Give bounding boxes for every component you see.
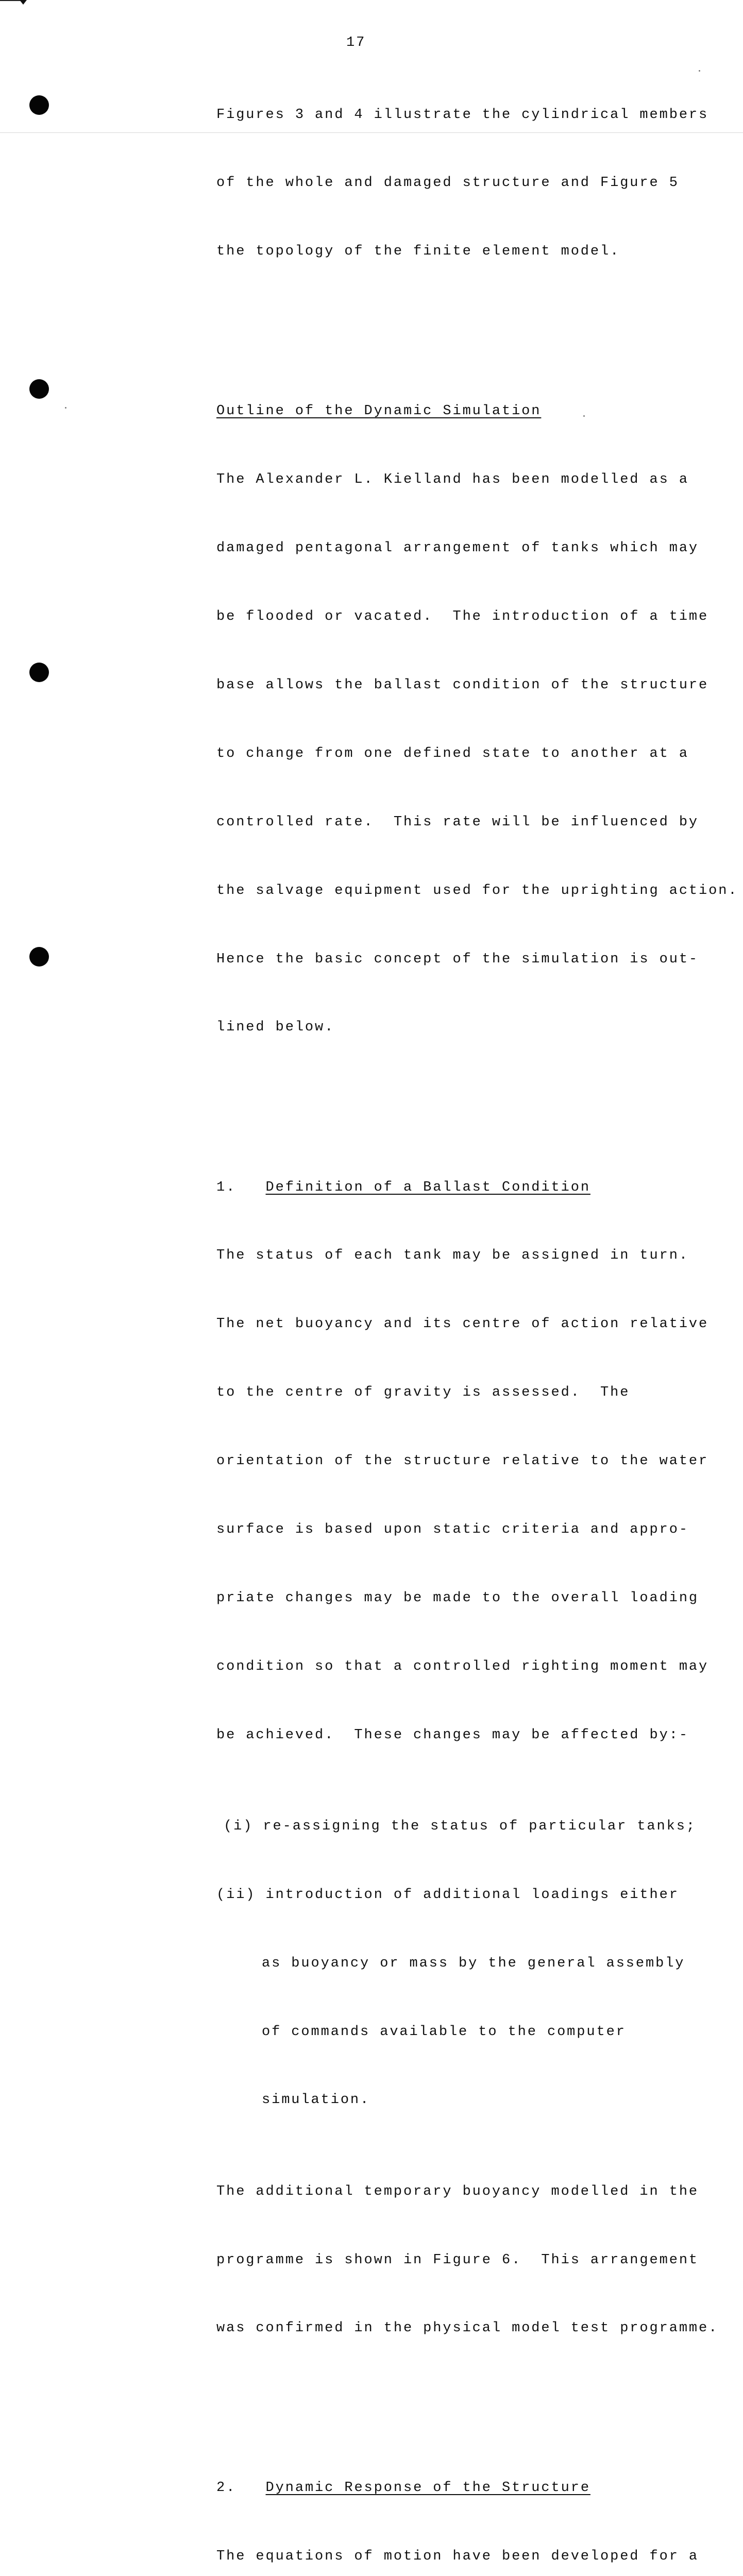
text-line: condition so that a controlled righting moment may bbox=[216, 1658, 709, 1674]
list-item-continuation: of commands available to the computer bbox=[262, 2024, 626, 2040]
punch-hole bbox=[29, 379, 49, 399]
scan-edge-mark bbox=[0, 0, 21, 1]
section-heading-2 bbox=[216, 2477, 727, 2499]
text-line: be achieved. These changes may be affected by:- bbox=[216, 1727, 689, 1743]
body-text bbox=[216, 58, 738, 2576]
punch-hole bbox=[29, 95, 49, 115]
scan-corner-mark bbox=[20, 0, 27, 5]
outline-heading: Outline of the Dynamic Simulation bbox=[216, 403, 542, 419]
text-line: to the centre of gravity is assessed. The bbox=[216, 1385, 630, 1401]
section-heading-outline bbox=[216, 400, 727, 422]
list-item-continuation: simulation. bbox=[262, 2092, 370, 2108]
text-line: The Alexander L. Kielland has been modelled as a bbox=[216, 472, 689, 488]
scan-speck bbox=[65, 407, 66, 409]
text-line: priate changes may be made to the overall loading bbox=[216, 1590, 699, 1606]
text-line: Hence the basic concept of the simulation is out- bbox=[216, 951, 699, 967]
section-number: 1. bbox=[216, 1179, 237, 1195]
text-line: Figures 3 and 4 illustrate the cylindrical members bbox=[216, 107, 709, 123]
text-line: be flooded or vacated. The introduction of a time bbox=[216, 609, 709, 625]
text-line: surface is based upon static criteria and appro- bbox=[216, 1522, 689, 1537]
list-item-text: re-assigning the status of particular tanks; bbox=[263, 1818, 696, 1834]
punch-hole bbox=[29, 663, 49, 682]
text-line: controlled rate. This rate will be influenced by bbox=[216, 814, 699, 830]
text-line: programme is shown in Figure 6. This arrangement bbox=[216, 2252, 699, 2268]
list-marker: (ii) bbox=[216, 1887, 256, 1903]
text-line: to change from one defined state to another at a bbox=[216, 745, 689, 761]
section-number: 2. bbox=[216, 2480, 237, 2496]
list-item bbox=[216, 1815, 727, 1838]
text-line: was confirmed in the physical model test programme. bbox=[216, 2320, 719, 2336]
list-marker: (i) bbox=[224, 1818, 254, 1834]
list-item bbox=[216, 1884, 727, 1906]
text-line: The additional temporary buoyancy modelled in the bbox=[216, 2183, 699, 2199]
text-line: the topology of the finite element model. bbox=[216, 244, 620, 260]
text-line: orientation of the structure relative to the water bbox=[216, 1453, 709, 1469]
text-line: the salvage equipment used for the uprighting action. bbox=[216, 883, 738, 899]
text-line: of the whole and damaged structure and Figure 5 bbox=[216, 175, 679, 191]
text-line: lined below. bbox=[216, 1020, 335, 1036]
text-line: base allows the ballast condition of the structure bbox=[216, 677, 709, 693]
list-item-text: introduction of additional loadings either bbox=[265, 1887, 679, 1903]
text-line: The status of each tank may be assigned in turn. bbox=[216, 1248, 689, 1264]
punch-hole bbox=[29, 947, 49, 967]
text-line: The net buoyancy and its centre of action relative bbox=[216, 1316, 709, 1332]
section-heading-1 bbox=[216, 1176, 727, 1199]
text-line: damaged pentagonal arrangement of tanks which may bbox=[216, 540, 699, 556]
page-number: 17 bbox=[346, 35, 366, 50]
text-line: The equations of motion have been developed for a bbox=[216, 2549, 699, 2565]
section-title: Dynamic Response of the Structure bbox=[265, 2480, 590, 2496]
blank-line bbox=[216, 309, 727, 331]
blank-line bbox=[216, 1084, 727, 1107]
blank-line bbox=[216, 2385, 727, 2408]
section-title: Definition of a Ballast Condition bbox=[265, 1179, 590, 1195]
list-item-continuation: as buoyancy or mass by the general assembly bbox=[262, 1955, 685, 1971]
